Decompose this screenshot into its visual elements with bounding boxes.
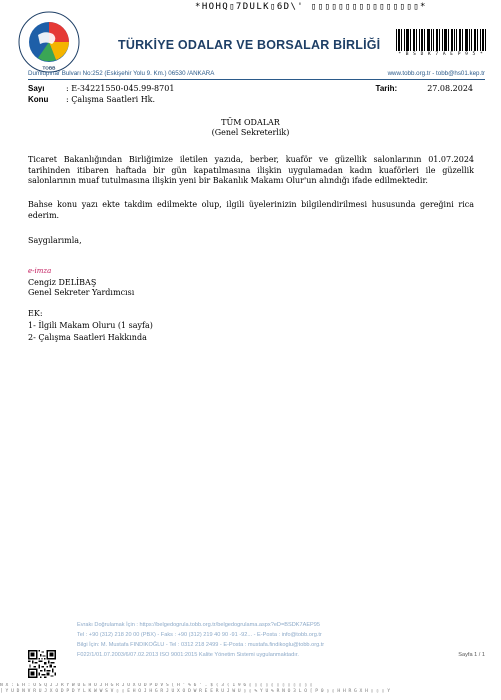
footer-text: [77, 620, 485, 660]
body-paragraph-1: Ticaret Bakanlığından Birliğimize iletilen yazıda, berber, kuaför ve güzellik salonlarının 01.07.2024 tarihinden itibaren haftada bir gün kapatılmasına ilişkin uygulamadan kadın kuaförleri ile güzellik salonlarının muaf tutulmasına ilişkin yeni bir Bakanlık Makamı Olur'un alındığı ifade edilmektedir.: [28, 155, 474, 185]
body-paragraph-2: Bahse konu yazı ekte takdim edilmekte olup, ilgili üyelerinizin bilgilendirilmesi hususunda gereğini rica ederim.: [28, 200, 474, 220]
konu-label: Konu: [28, 95, 49, 104]
sayi-row: [28, 84, 174, 93]
addressee: [0, 118, 501, 138]
signer-title: Genel Sekreter Yardımcısı: [28, 288, 135, 297]
footer: [0, 620, 485, 694]
attachments: [28, 308, 153, 344]
logo-bottom-text: TOBB: [42, 65, 56, 71]
konu-value: : Çalışma Saatleri Hk.: [66, 95, 156, 104]
verify-line: Evrakı Doğrulamak İçin : https://belgedogrula.tobb.org.tr/belgedogrulama.aspx?eD=BSDK7AEP95: [77, 622, 321, 628]
info-line: Bilgi İçin: M. Mustafa FINDIKOĞLU - Tel : 0312 218 2499 - E-Posta : mustafa.findikoglu@tobb.org.tr: [77, 642, 325, 648]
addressee-line1: TÜM ODALAR: [221, 118, 280, 127]
encoded-footer-noise: [0, 683, 501, 695]
sayi-label: Sayı: [28, 84, 45, 93]
header-divider: [28, 79, 485, 80]
doc-code: F022/1/01.07.2003/6/07.02.2013 ISO 9001:2015 Kalite Yönetim Sistemi uygulanmaktadır.: [77, 652, 299, 658]
contact-line: Tel : +90 (312) 218 20 00 (PBX) - Faks : +90 (312) 219 40 90 -91 -92... - E-Posta : info@tobb.org.tr: [77, 632, 322, 638]
attachment-item: 1- İlgili Makam Oluru (1 sayfa): [28, 321, 153, 330]
tarih-label: Tarih:: [375, 84, 398, 93]
attachments-label: EK:: [28, 309, 43, 318]
signature-block: [28, 278, 134, 298]
page-number: Sayfa 1 / 1: [458, 652, 485, 658]
noise-line-1: N X : E H : O S Q J J R Y W U E H O J H G R J U X O D P D V S [ H ' % 6 ' . $ ( 3 ( 1 9 6 ▯ ▯ ▯ ▯ ▯ ▯ ▯ ▯ ▯ ▯ ▯ ▯: [0, 683, 313, 688]
closing: Saygılarımla,: [28, 236, 82, 245]
web-contact: www.tobb.org.tr - tobb@hs01.kep.tr: [387, 70, 485, 77]
barcode-caption: * B S D K 7 A E P 9 5 *: [398, 52, 484, 57]
address-text: Dumlupınar Bulvarı No:252 (Eskişehir Yolu 9. Km.) 06530 /ANKARA: [28, 70, 215, 77]
attachment-item: 2- Çalışma Saatleri Hakkında: [28, 333, 147, 342]
address-line: [28, 70, 485, 77]
konu-row: [28, 95, 155, 104]
addressee-line2: (Genel Sekreterlik): [211, 128, 290, 137]
document-barcode: [396, 29, 486, 51]
org-name: TÜRKİYE ODALAR VE BORSALAR BİRLİĞİ: [118, 38, 381, 52]
qr-code: [28, 650, 56, 678]
signer-name: Cengiz DELİBAŞ: [28, 278, 97, 287]
e-signature-mark: e-imza: [28, 267, 52, 275]
doc-code-line: [77, 650, 485, 660]
sayi-value: : E-34221550-045.99-8701: [66, 84, 175, 93]
tobb-logo: [18, 11, 80, 73]
date-row: [376, 84, 473, 93]
top-barcode-text: *HOHQ▯7DULK▯6D\' ▯▯▯▯▯▯▯▯▯▯▯▯▯▯▯▯*: [195, 2, 427, 12]
tarih-value: 27.08.2024: [427, 84, 473, 93]
noise-line-2: [ Y U D N V R U J X O D P D Y L K W W S V ▯ ▯ E H O J H G R J U X O D W R E E R U J W U ▯ ▯ % Y U % R N O 3 L O [ P 0 ▯ ▯ H H R G X H ▯ ▯ ▯ Y: [0, 689, 390, 694]
